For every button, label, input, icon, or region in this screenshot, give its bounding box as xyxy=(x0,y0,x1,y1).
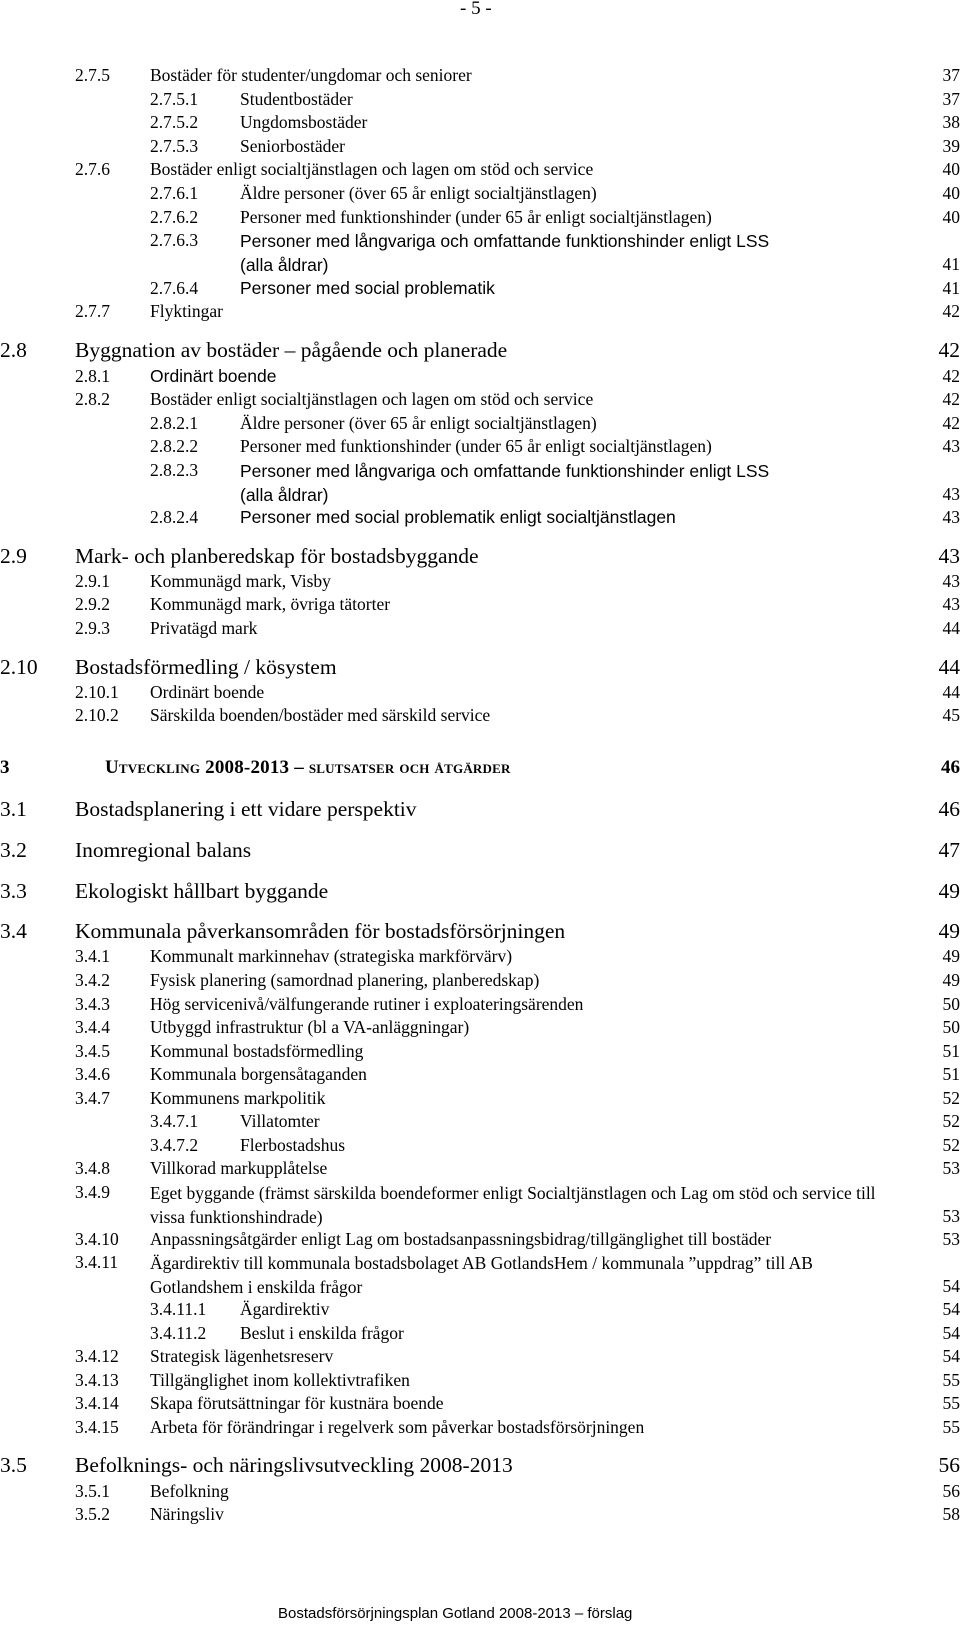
toc-entry-number: 3.4.11.2 xyxy=(150,1323,207,1343)
toc-entry-number: 3.4.6 xyxy=(75,1064,110,1084)
toc-entry-title: Kommunalt markinnehav (strategiska markförvärv) xyxy=(150,946,513,966)
toc-entry-page: 55 xyxy=(942,1370,960,1390)
toc-entry-number: 3.4.12 xyxy=(75,1346,119,1366)
toc-entry-page: 37 xyxy=(942,89,960,109)
toc-entry-number: 2.7.6.1 xyxy=(150,183,199,203)
toc-entry-title: Kommunens markpolitik xyxy=(150,1088,326,1108)
toc-entry-page: 56 xyxy=(942,1481,960,1501)
toc-entry-title: Strategisk lägenhetsreserv xyxy=(150,1346,334,1366)
toc-entry-title: Äldre personer (över 65 år enligt socialtjänstlagen) xyxy=(240,183,597,203)
toc-entry-number: 3.4.7 xyxy=(75,1088,110,1108)
toc-entry-title: Kommunala påverkansområden för bostadsförsörjningen xyxy=(75,919,566,943)
toc-entry-title: Särskilda boenden/bostäder med särskild service xyxy=(150,705,491,725)
toc-entry-title: Skapa förutsättningar för kustnära boende xyxy=(150,1393,444,1413)
toc-entry-title: Anpassningsåtgärder enligt Lag om bostadsanpassningsbidrag/tillgänglighet till bostäder xyxy=(150,1229,772,1249)
toc-entry-number: 3.4.13 xyxy=(75,1370,119,1390)
toc-entry-title: Flerbostadshus xyxy=(240,1135,345,1155)
toc-entry-number: 3.3 xyxy=(0,879,27,903)
toc-entry-title: Inomregional balans xyxy=(75,838,252,862)
toc-entry-page: 46 xyxy=(938,797,960,821)
toc-entry-title: Personer med funktionshinder (under 65 år enligt socialtjänstlagen) xyxy=(240,207,712,227)
toc-entry-page: 42 xyxy=(938,338,960,362)
toc-entry-page: 43 xyxy=(942,571,960,591)
toc-entry-page: 53 xyxy=(942,1205,960,1226)
toc-entry-page: 47 xyxy=(938,838,960,862)
toc-entry-number: 3.4.7.2 xyxy=(150,1135,199,1155)
toc-entry-title: Seniorbostäder xyxy=(240,136,345,156)
toc-entry-number: 2.10.1 xyxy=(75,682,119,702)
toc-entry-page: 44 xyxy=(942,618,960,638)
toc-entry-page: 38 xyxy=(942,112,960,132)
toc-entry-title: Näringsliv xyxy=(150,1504,224,1524)
toc-entry-number: 3.4.10 xyxy=(75,1229,119,1249)
toc-entry-title: Beslut i enskilda frågor xyxy=(240,1323,404,1343)
toc-entry-page: 55 xyxy=(942,1393,960,1413)
toc-entry-title: Privatägd mark xyxy=(150,618,258,638)
toc-entry-title: Personer med långvariga och omfattande funktionshinder enligt LSS (alla åldrar) xyxy=(240,231,770,275)
toc-entry-title: Fysisk planering (samordnad planering, planberedskap) xyxy=(150,970,540,990)
toc-entry-number: 2.10.2 xyxy=(75,705,119,725)
toc-entry-page: 37 xyxy=(942,65,960,85)
toc-entry-title: Hög servicenivå/välfungerande rutiner i exploateringsärenden xyxy=(150,994,584,1014)
toc-entry-page: 41 xyxy=(942,278,960,298)
toc-entry-title: Befolknings- och näringslivsutveckling 2008-2013 xyxy=(75,1453,513,1477)
toc-entry-title: Utveckling 2008-2013 – slutsatser och åtgärder xyxy=(105,757,511,778)
toc-entry-page: 49 xyxy=(942,970,960,990)
toc-entry-page: 42 xyxy=(942,366,960,386)
toc-entry-number: 2.7.5.1 xyxy=(150,89,199,109)
page-footer: Bostadsförsörjningsplan Gotland 2008-2013 – förslag xyxy=(278,1605,633,1622)
toc-entry-page: 50 xyxy=(942,994,960,1014)
toc-entry-page: 51 xyxy=(942,1064,960,1084)
toc-entry-title: Personer med social problematik enligt socialtjänstlagen xyxy=(240,507,676,527)
toc-entry-title: Bostäder enligt socialtjänstlagen och lagen om stöd och service xyxy=(150,159,594,179)
toc-entry-number: 2.10 xyxy=(0,655,38,679)
toc-entry-page: 42 xyxy=(942,413,960,433)
toc-entry-number: 2.8.2.4 xyxy=(150,507,199,527)
toc-entry-page: 52 xyxy=(942,1088,960,1108)
toc-entry-title: Byggnation av bostäder – pågående och planerade xyxy=(75,338,508,362)
toc-entry-number: 2.9.1 xyxy=(75,571,110,591)
toc-entry-title: Villatomter xyxy=(240,1111,320,1131)
toc-entry-page: 51 xyxy=(942,1041,960,1061)
toc-entry-number: 2.8.2.2 xyxy=(150,436,199,456)
toc-entry-title: Kommunal bostadsförmedling xyxy=(150,1041,364,1061)
toc-entry-number: 3 xyxy=(0,757,10,778)
toc-entry-number: 2.7.6.3 xyxy=(150,230,199,250)
toc-entry-number: 3.4.3 xyxy=(75,994,110,1014)
toc-entry-title: Bostadsplanering i ett vidare perspektiv xyxy=(75,797,417,821)
toc-entry-page: 49 xyxy=(938,919,960,943)
toc-entry-title: Ordinärt boende xyxy=(150,682,265,702)
toc-entry-page: 54 xyxy=(942,1299,960,1319)
toc-entry-title: Studentbostäder xyxy=(240,89,353,109)
toc-entry-number: 3.4.1 xyxy=(75,946,110,966)
toc-entry-number: 2.8 xyxy=(0,338,27,362)
toc-entry-number: 3.4.8 xyxy=(75,1158,110,1178)
toc-entry-title: Arbeta för förändringar i regelverk som påverkar bostadsförsörjningen xyxy=(150,1417,645,1437)
toc-entry-title: Ekologiskt hållbart byggande xyxy=(75,879,329,903)
toc-entry-page: 39 xyxy=(942,136,960,156)
toc-entry-page: 43 xyxy=(942,436,960,456)
toc-entry-number: 2.8.2.3 xyxy=(150,460,199,480)
toc-entry-number: 2.7.7 xyxy=(75,301,110,321)
toc-entry-title: Flyktingar xyxy=(150,301,223,321)
toc-entry-number: 2.7.5.2 xyxy=(150,112,199,132)
toc-entry-page: 56 xyxy=(938,1453,960,1477)
toc-entry-page: 50 xyxy=(942,1017,960,1037)
toc-entry-number: 2.7.6 xyxy=(75,159,110,179)
toc-entry-number: 3.4.7.1 xyxy=(150,1111,199,1131)
toc-entry-title: Mark- och planberedskap för bostadsbyggande xyxy=(75,544,479,568)
toc-entry-number: 3.4.5 xyxy=(75,1041,110,1061)
toc-entry-page: 46 xyxy=(941,757,960,778)
toc-entry-number: 2.7.6.2 xyxy=(150,207,199,227)
toc-entry-number: 3.4.4 xyxy=(75,1017,110,1037)
toc-entry-page: 42 xyxy=(942,389,960,409)
toc-entry-page: 43 xyxy=(942,594,960,614)
toc-entry-page: 44 xyxy=(942,682,960,702)
toc-entry-title: Personer med funktionshinder (under 65 år enligt socialtjänstlagen) xyxy=(240,436,712,456)
toc-entry-title: Äldre personer (över 65 år enligt socialtjänstlagen) xyxy=(240,413,597,433)
toc-entry-page: 43 xyxy=(938,544,960,568)
toc-entry-title: Kommunägd mark, övriga tätorter xyxy=(150,594,391,614)
toc-entry-page: 55 xyxy=(942,1417,960,1437)
toc-entry-page: 44 xyxy=(938,655,960,679)
toc-entry-number: 3.5.2 xyxy=(75,1504,110,1524)
toc-entry-title: Tillgänglighet inom kollektivtrafiken xyxy=(150,1370,410,1390)
toc-entry-title: Ägardirektiv xyxy=(240,1299,330,1319)
toc-entry-page: 42 xyxy=(942,301,960,321)
page-number: - 5 - xyxy=(460,0,492,19)
toc-entry-page: 45 xyxy=(942,705,960,725)
toc-entry-page: 52 xyxy=(942,1111,960,1131)
toc-entry-number: 3.4.11.1 xyxy=(150,1299,207,1319)
toc-entry-number: 2.9.2 xyxy=(75,594,110,614)
toc-entry-number: 3.4.11 xyxy=(75,1252,119,1272)
toc-entry-page: 54 xyxy=(942,1275,960,1296)
toc-entry-title: Ungdomsbostäder xyxy=(240,112,368,132)
toc-entry-number: 2.7.5.3 xyxy=(150,136,199,156)
toc-entry-page: 40 xyxy=(942,207,960,227)
toc-entry-page: 40 xyxy=(942,159,960,179)
toc-entry-number: 3.5 xyxy=(0,1453,27,1477)
toc-entry-title: Bostäder enligt socialtjänstlagen och lagen om stöd och service xyxy=(150,389,594,409)
toc-entry-number: 2.8.1 xyxy=(75,366,110,386)
toc-entry-title: Villkorad markupplåtelse xyxy=(150,1158,328,1178)
toc-entry-page: 40 xyxy=(942,183,960,203)
toc-entry-page: 53 xyxy=(942,1158,960,1178)
toc-entry-number: 3.1 xyxy=(0,797,27,821)
toc-entry-number: 2.8.2 xyxy=(75,389,110,409)
toc-entry-page: 58 xyxy=(942,1504,960,1524)
toc-entry-page: 53 xyxy=(942,1229,960,1249)
toc-entry-page: 54 xyxy=(942,1346,960,1366)
toc-entry-number: 3.4.2 xyxy=(75,970,110,990)
toc-entry-title: Bostadsförmedling / kösystem xyxy=(75,655,337,679)
toc-entry-page: 49 xyxy=(942,946,960,966)
toc-entry-number: 2.7.5 xyxy=(75,65,110,85)
toc-entry-page: 43 xyxy=(942,507,960,527)
toc-entry-number: 2.7.6.4 xyxy=(150,278,199,298)
toc-entry-title: Ordinärt boende xyxy=(150,366,277,386)
toc-entry-number: 3.5.1 xyxy=(75,1481,110,1501)
toc-entry-title: Eget byggande (främst särskilda boendeformer enligt Socialtjänstlagen och Lag om stöd och service till vissa funktionshindrade) xyxy=(150,1183,876,1227)
toc-entry-number: 3.4.14 xyxy=(75,1393,119,1413)
toc-entry-title: Ägardirektiv till kommunala bostadsbolaget AB GotlandsHem / kommunala ”uppdrag” till AB Gotlandshem i enskilda frågor xyxy=(150,1253,813,1297)
toc-entry-title: Utbyggd infrastruktur (bl a VA-anläggningar) xyxy=(150,1017,470,1037)
toc-entry-page: 43 xyxy=(942,483,960,504)
toc-entry-title: Kommunala borgensåtaganden xyxy=(150,1064,367,1084)
toc-entry-number: 2.9.3 xyxy=(75,618,110,638)
toc-entry-number: 3.4 xyxy=(0,919,27,943)
toc-entry-page: 49 xyxy=(938,879,960,903)
toc-entry-title: Personer med social problematik xyxy=(240,278,495,298)
toc-entry-number: 2.8.2.1 xyxy=(150,413,199,433)
toc-entry-title: Kommunägd mark, Visby xyxy=(150,571,331,591)
toc-entry-number: 2.9 xyxy=(0,544,27,568)
toc-entry-number: 3.4.9 xyxy=(75,1182,110,1202)
toc-entry-title: Befolkning xyxy=(150,1481,229,1501)
toc-entry-page: 54 xyxy=(942,1323,960,1343)
toc-entry-page: 52 xyxy=(942,1135,960,1155)
toc-entry-number: 3.2 xyxy=(0,838,27,862)
toc-entry-number: 3.4.15 xyxy=(75,1417,119,1437)
toc-entry-title: Bostäder för studenter/ungdomar och seniorer xyxy=(150,65,472,85)
toc-entry-page: 41 xyxy=(942,253,960,274)
toc-entry-title: Personer med långvariga och omfattande funktionshinder enligt LSS (alla åldrar) xyxy=(240,461,770,505)
